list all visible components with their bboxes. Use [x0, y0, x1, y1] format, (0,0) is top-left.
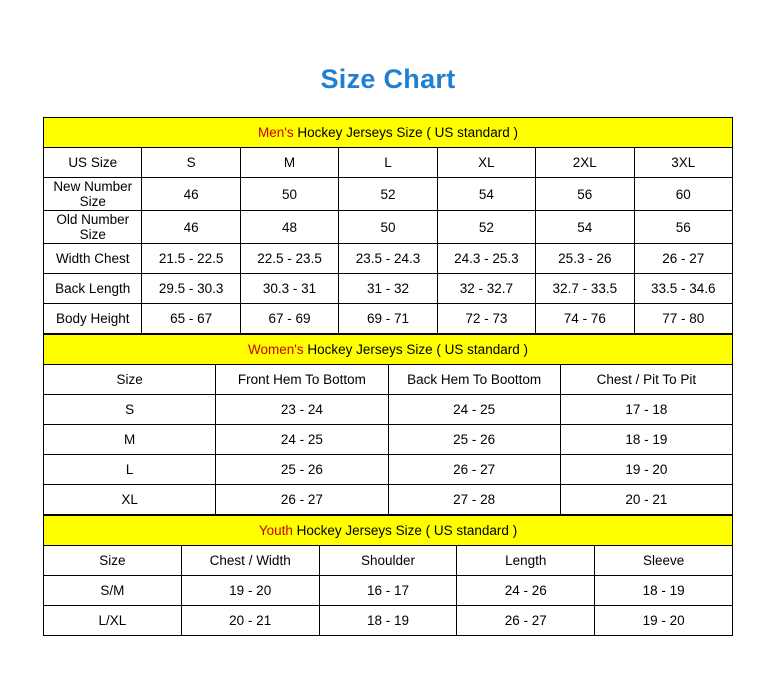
mens-row-0-val-0: 46 [142, 178, 240, 211]
womens-size-table [43, 334, 733, 515]
mens-row-0-val-4: 56 [536, 178, 634, 211]
womens-col-0: Size [44, 365, 216, 395]
mens-row-3-label: Back Length [44, 274, 142, 304]
mens-row-2-val-1: 22.5 - 23.5 [240, 244, 338, 274]
youth-row-1-val-3: 19 - 20 [595, 606, 733, 636]
womens-row-3-val-1: 27 - 28 [388, 485, 560, 515]
mens-row-2-label: Width Chest [44, 244, 142, 274]
womens-row-1-label: M [44, 425, 216, 455]
womens-col-3: Chest / Pit To Pit [560, 365, 732, 395]
womens-row-2-val-1: 26 - 27 [388, 455, 560, 485]
size-chart-tables [43, 117, 733, 636]
mens-col-3: L [339, 148, 437, 178]
mens-row-4-val-5: 77 - 80 [634, 304, 732, 334]
mens-row-3-val-4: 32.7 - 33.5 [536, 274, 634, 304]
womens-row-2-label: L [44, 455, 216, 485]
mens-row-2-val-5: 26 - 27 [634, 244, 732, 274]
youth-section-header [44, 516, 733, 546]
mens-row-4-val-4: 74 - 76 [536, 304, 634, 334]
table-row [44, 304, 733, 334]
womens-row-2-val-0: 25 - 26 [216, 455, 388, 485]
mens-section-header [44, 118, 733, 148]
youth-row-0-label: S/M [44, 576, 182, 606]
mens-col-4: XL [437, 148, 535, 178]
womens-col-2: Back Hem To Boottom [388, 365, 560, 395]
mens-row-2-val-3: 24.3 - 25.3 [437, 244, 535, 274]
youth-row-1-val-1: 18 - 19 [319, 606, 457, 636]
youth-section-header-cell [44, 516, 733, 546]
mens-row-3-val-0: 29.5 - 30.3 [142, 274, 240, 304]
youth-col-3: Length [457, 546, 595, 576]
womens-row-0-val-1: 24 - 25 [388, 395, 560, 425]
youth-header-accent: Youth [258, 523, 293, 538]
mens-row-2-val-4: 25.3 - 26 [536, 244, 634, 274]
mens-section-header-cell [44, 118, 733, 148]
youth-column-header-row [44, 546, 733, 576]
table-row [44, 425, 733, 455]
mens-row-3-val-3: 32 - 32.7 [437, 274, 535, 304]
womens-row-0-label: S [44, 395, 216, 425]
womens-col-1: Front Hem To Bottom [216, 365, 388, 395]
mens-row-4-val-2: 69 - 71 [339, 304, 437, 334]
youth-row-1-val-0: 20 - 21 [181, 606, 319, 636]
womens-header-rest: Hockey Jerseys Size ( US standard ) [303, 342, 528, 357]
table-row [44, 485, 733, 515]
youth-header-rest: Hockey Jerseys Size ( US standard ) [292, 523, 518, 538]
mens-col-1: S [142, 148, 240, 178]
table-row [44, 211, 733, 244]
table-row [44, 274, 733, 304]
womens-row-1-val-0: 24 - 25 [216, 425, 388, 455]
youth-row-0-val-3: 18 - 19 [595, 576, 733, 606]
mens-column-header-row [44, 148, 733, 178]
womens-row-2-val-2: 19 - 20 [560, 455, 732, 485]
mens-row-0-val-5: 60 [634, 178, 732, 211]
table-row [44, 244, 733, 274]
mens-size-table [43, 117, 733, 334]
mens-row-1-val-4: 54 [536, 211, 634, 244]
mens-header-accent: Men's [258, 125, 294, 140]
womens-column-header-row [44, 365, 733, 395]
table-row [44, 576, 733, 606]
table-row [44, 395, 733, 425]
womens-row-1-val-2: 18 - 19 [560, 425, 732, 455]
mens-col-0: US Size [44, 148, 142, 178]
womens-row-3-label: XL [44, 485, 216, 515]
mens-row-3-val-1: 30.3 - 31 [240, 274, 338, 304]
womens-row-0-val-2: 17 - 18 [560, 395, 732, 425]
page-title: Size Chart [320, 64, 456, 94]
table-row [44, 455, 733, 485]
mens-row-4-val-3: 72 - 73 [437, 304, 535, 334]
mens-row-2-val-2: 23.5 - 24.3 [339, 244, 437, 274]
youth-col-0: Size [44, 546, 182, 576]
youth-col-4: Sleeve [595, 546, 733, 576]
mens-row-4-val-1: 67 - 69 [240, 304, 338, 334]
mens-row-4-val-0: 65 - 67 [142, 304, 240, 334]
mens-row-1-val-3: 52 [437, 211, 535, 244]
youth-row-0-val-1: 16 - 17 [319, 576, 457, 606]
mens-row-3-val-5: 33.5 - 34.6 [634, 274, 732, 304]
womens-section-header [44, 335, 733, 365]
mens-col-5: 2XL [536, 148, 634, 178]
table-row [44, 606, 733, 636]
youth-row-1-label: L/XL [44, 606, 182, 636]
youth-size-table [43, 515, 733, 636]
mens-row-0-val-3: 54 [437, 178, 535, 211]
mens-row-0-val-1: 50 [240, 178, 338, 211]
mens-row-1-val-2: 50 [339, 211, 437, 244]
womens-row-3-val-2: 20 - 21 [560, 485, 732, 515]
mens-col-6: 3XL [634, 148, 732, 178]
womens-row-0-val-0: 23 - 24 [216, 395, 388, 425]
mens-row-4-label: Body Height [44, 304, 142, 334]
mens-row-0-label: New Number Size [44, 178, 142, 211]
mens-row-1-val-1: 48 [240, 211, 338, 244]
mens-row-1-val-5: 56 [634, 211, 732, 244]
youth-row-0-val-0: 19 - 20 [181, 576, 319, 606]
youth-col-1: Chest / Width [181, 546, 319, 576]
mens-row-3-val-2: 31 - 32 [339, 274, 437, 304]
youth-row-1-val-2: 26 - 27 [457, 606, 595, 636]
mens-col-2: M [240, 148, 338, 178]
youth-col-2: Shoulder [319, 546, 457, 576]
mens-row-0-val-2: 52 [339, 178, 437, 211]
youth-row-0-val-2: 24 - 26 [457, 576, 595, 606]
womens-section-header-cell [44, 335, 733, 365]
mens-row-1-val-0: 46 [142, 211, 240, 244]
womens-row-1-val-1: 25 - 26 [388, 425, 560, 455]
mens-header-rest: Hockey Jerseys Size ( US standard ) [293, 125, 518, 140]
table-row [44, 178, 733, 211]
womens-row-3-val-0: 26 - 27 [216, 485, 388, 515]
mens-row-1-label: Old Number Size [44, 211, 142, 244]
womens-header-accent: Women's [248, 342, 304, 357]
mens-row-2-val-0: 21.5 - 22.5 [142, 244, 240, 274]
